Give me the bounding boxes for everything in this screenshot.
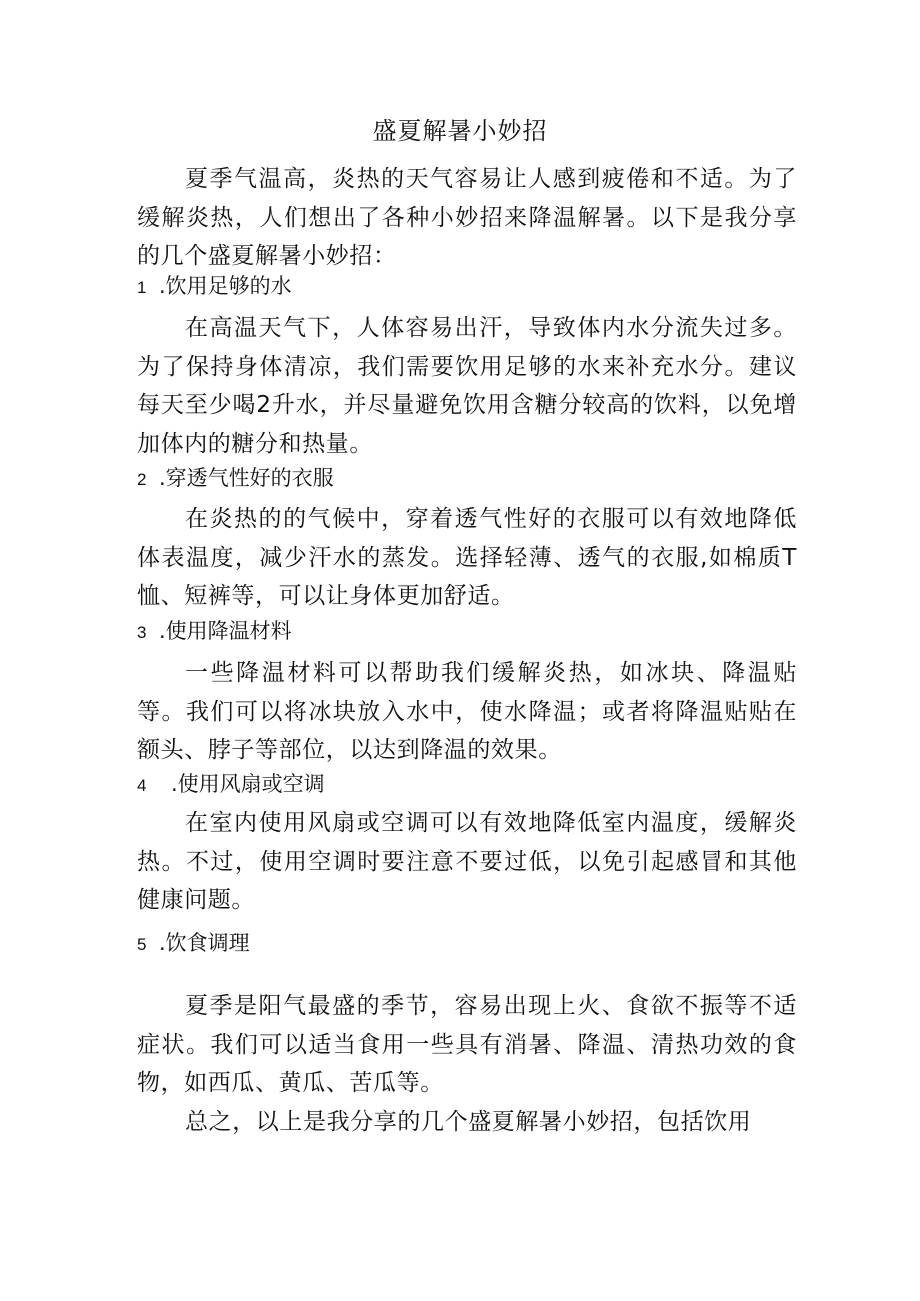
section-heading-2: [137, 462, 334, 496]
section-number: 3: [137, 623, 147, 642]
section-heading-4: [137, 768, 325, 802]
section-title: .使用风扇或空调: [171, 772, 325, 796]
intro-paragraph: 夏季气温高，炎热的天气容易让人感到疲倦和不适。为了缓解炎热，人们想出了各种小妙招来降温解暑。以下是我分享的几个盛夏解暑小妙招：: [137, 166, 797, 269]
section-body-2: 在炎热的的气候中，穿着透气性好的衣服可以有效地降低体表温度，减少汗水的蒸发。选择轻薄、透气的衣服,如棉质T恤、短裤等，可以让身体更加舒适。: [137, 506, 797, 609]
section-number: 5: [137, 935, 147, 954]
section-title: .饮食调理: [159, 931, 250, 955]
section-title: .使用降温材料: [159, 619, 292, 643]
section-body-1: 在高温天气下，人体容易出汗，导致体内水分流失过多。为了保持身体清凉，我们需要饮用足够的水来补充水分。建议每天至少喝2升水，并尽量避免饮用含糖分较高的饮料，以免增加体内的糖分和热量。: [137, 315, 797, 457]
section-heading-3: [137, 615, 292, 649]
section-body-4: 在室内使用风扇或空调可以有效地降低室内温度，缓解炎热。不过，使用空调时要注意不要过低，以免引起感冒和其他健康问题。: [137, 810, 797, 913]
section-body-3: 一些降温材料可以帮助我们缓解炎热，如冰块、降温贴等。我们可以将冰块放入水中，使水降温；或者将降温贴贴在额头、脖子等部位，以达到降温的效果。: [137, 660, 797, 763]
section-number: 4: [137, 776, 147, 795]
section-title: .穿透气性好的衣服: [159, 466, 334, 490]
document-title: 盛夏解暑小妙招: [372, 117, 548, 145]
section-number: 1: [137, 278, 147, 297]
section-heading-5: [137, 927, 250, 961]
section-body-5: 夏季是阳气最盛的季节，容易出现上火、食欲不振等不适症状。我们可以适当食用一些具有消暑、降温、清热功效的食物，如西瓜、黄瓜、苦瓜等。: [137, 993, 797, 1096]
conclusion-paragraph: 总之，以上是我分享的几个盛夏解暑小妙招，包括饮用: [185, 1109, 752, 1135]
section-title: .饮用足够的水: [159, 274, 292, 298]
section-heading-1: [137, 270, 292, 304]
section-number: 2: [137, 470, 147, 489]
